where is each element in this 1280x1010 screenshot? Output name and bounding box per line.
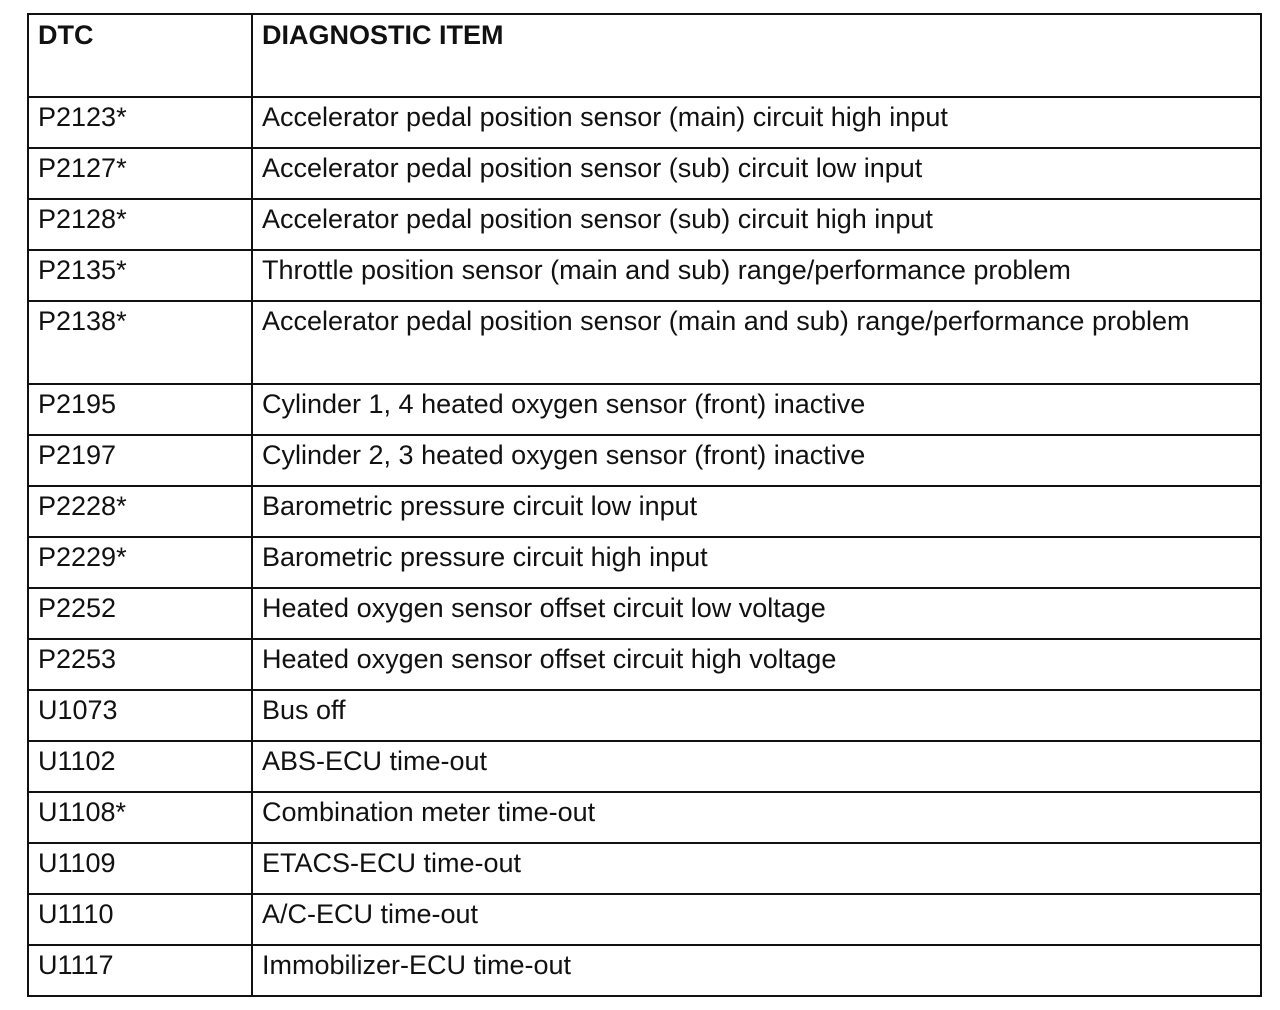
diagnostic-item-cell: Heated oxygen sensor offset circuit low voltage bbox=[252, 588, 1261, 639]
dtc-code-cell: U1110 bbox=[28, 894, 252, 945]
diagnostic-item-cell: Bus off bbox=[252, 690, 1261, 741]
diagnostic-item-cell: Cylinder 1, 4 heated oxygen sensor (front) inactive bbox=[252, 384, 1261, 435]
dtc-code-cell: P2253 bbox=[28, 639, 252, 690]
dtc-code-cell: P2138* bbox=[28, 301, 252, 384]
table-row bbox=[28, 486, 1261, 537]
diagnostic-item-cell: ETACS-ECU time-out bbox=[252, 843, 1261, 894]
column-header-dtc: DTC bbox=[28, 14, 252, 97]
dtc-code-cell: P2123* bbox=[28, 97, 252, 148]
diagnostic-item-cell: Accelerator pedal position sensor (main) circuit high input bbox=[252, 97, 1261, 148]
dtc-code-cell: P2197 bbox=[28, 435, 252, 486]
dtc-code-cell: U1117 bbox=[28, 945, 252, 996]
dtc-code-cell: P2195 bbox=[28, 384, 252, 435]
table-row bbox=[28, 588, 1261, 639]
dtc-table bbox=[27, 13, 1262, 997]
dtc-code-cell: P2135* bbox=[28, 250, 252, 301]
dtc-code-cell: U1102 bbox=[28, 741, 252, 792]
table-row bbox=[28, 199, 1261, 250]
diagnostic-item-cell: Barometric pressure circuit low input bbox=[252, 486, 1261, 537]
table-row bbox=[28, 97, 1261, 148]
table-row bbox=[28, 301, 1261, 384]
diagnostic-item-cell: A/C-ECU time-out bbox=[252, 894, 1261, 945]
diagnostic-item-cell: Immobilizer-ECU time-out bbox=[252, 945, 1261, 996]
table-row bbox=[28, 384, 1261, 435]
dtc-code-cell: P2228* bbox=[28, 486, 252, 537]
diagnostic-item-cell: Accelerator pedal position sensor (main and sub) range/performance problem bbox=[252, 301, 1261, 384]
table-row bbox=[28, 741, 1261, 792]
dtc-code-cell: P2128* bbox=[28, 199, 252, 250]
diagnostic-item-cell: Barometric pressure circuit high input bbox=[252, 537, 1261, 588]
diagnostic-item-cell: Heated oxygen sensor offset circuit high voltage bbox=[252, 639, 1261, 690]
diagnostic-item-cell: ABS-ECU time-out bbox=[252, 741, 1261, 792]
diagnostic-item-cell: Accelerator pedal position sensor (sub) circuit high input bbox=[252, 199, 1261, 250]
dtc-code-cell: U1073 bbox=[28, 690, 252, 741]
table-row bbox=[28, 639, 1261, 690]
table-row bbox=[28, 148, 1261, 199]
diagnostic-item-cell: Accelerator pedal position sensor (sub) circuit low input bbox=[252, 148, 1261, 199]
table-row bbox=[28, 250, 1261, 301]
table-row bbox=[28, 792, 1261, 843]
diagnostic-item-cell: Combination meter time-out bbox=[252, 792, 1261, 843]
table-row bbox=[28, 945, 1261, 996]
table-header-row bbox=[28, 14, 1261, 97]
table-row bbox=[28, 537, 1261, 588]
column-header-diagnostic-item: DIAGNOSTIC ITEM bbox=[252, 14, 1261, 97]
table-row bbox=[28, 894, 1261, 945]
dtc-code-cell: U1109 bbox=[28, 843, 252, 894]
dtc-code-cell: U1108* bbox=[28, 792, 252, 843]
dtc-code-cell: P2229* bbox=[28, 537, 252, 588]
table-row bbox=[28, 843, 1261, 894]
dtc-code-cell: P2127* bbox=[28, 148, 252, 199]
table-row bbox=[28, 435, 1261, 486]
diagnostic-item-cell: Cylinder 2, 3 heated oxygen sensor (front) inactive bbox=[252, 435, 1261, 486]
dtc-code-cell: P2252 bbox=[28, 588, 252, 639]
table-row bbox=[28, 690, 1261, 741]
diagnostic-item-cell: Throttle position sensor (main and sub) range/performance problem bbox=[252, 250, 1261, 301]
